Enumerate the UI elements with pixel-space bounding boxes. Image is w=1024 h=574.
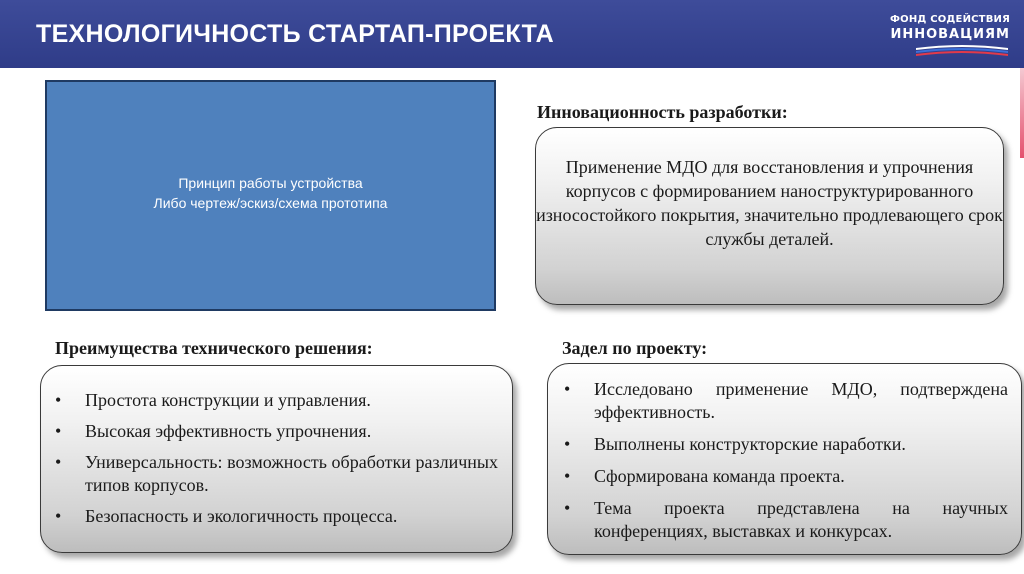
bullet-icon: • (55, 506, 62, 526)
advantages-panel (40, 365, 513, 553)
logo-line2: ИННОВАЦИЯМ (890, 27, 1010, 42)
backlog-panel (547, 363, 1022, 555)
bullet-icon: • (564, 498, 571, 518)
page-title: ТЕХНОЛОГИЧНОСТЬ СТАРТАП-ПРОЕКТА (36, 20, 554, 48)
bullet-icon: • (55, 421, 62, 441)
list-item: • Сформирована команда проекта. (564, 466, 845, 486)
list-item: • Высокая эффективность упрочнения. (55, 421, 372, 441)
innovation-heading: Инновационность разработки: (537, 102, 788, 122)
bullet-icon: • (564, 379, 571, 399)
accent-strip (1020, 68, 1024, 158)
prototype-placeholder (45, 80, 496, 311)
list-item: • Выполнены конструкторские наработки. (564, 434, 906, 454)
list-item: • Простота конструкции и управления. (55, 390, 371, 410)
flag-swoosh-icon (914, 44, 1010, 58)
logo-line1: ФОНД СОДЕЙСТВИЯ (890, 14, 1010, 25)
backlog-heading: Задел по проекту: (562, 338, 708, 358)
bullet-icon: • (55, 452, 62, 472)
prototype-line1: Принцип работы устройства (178, 174, 363, 191)
bullet-icon: • (564, 434, 571, 454)
header-bar (0, 0, 1024, 68)
innovation-panel (535, 127, 1004, 305)
list-item: • Исследовано применение МДО, подтверждена эффективность. (564, 379, 1008, 422)
list-item: • Безопасность и экологичность процесса. (55, 506, 398, 526)
innovation-text: Применение МДО для восстановления и упрочнения корпусов с формированием наноструктурированного износостойкого покрытия, значительно продлевающего срок службы деталей. (536, 157, 1003, 249)
bullet-icon: • (55, 390, 62, 410)
advantages-list (55, 389, 498, 528)
backlog-list (564, 378, 1008, 543)
bullet-icon: • (564, 466, 571, 486)
prototype-line2: Либо чертеж/эскиз/схема прототипа (153, 194, 388, 211)
advantages-heading: Преимущества технического решения: (55, 338, 373, 358)
list-item: • Универсальность: возможность обработки различных типов корпусов. (55, 452, 498, 495)
list-item: • Тема проекта представлена на научных конференциях, выставках и конкурсах. (564, 498, 1008, 541)
fund-logo (890, 8, 1014, 64)
